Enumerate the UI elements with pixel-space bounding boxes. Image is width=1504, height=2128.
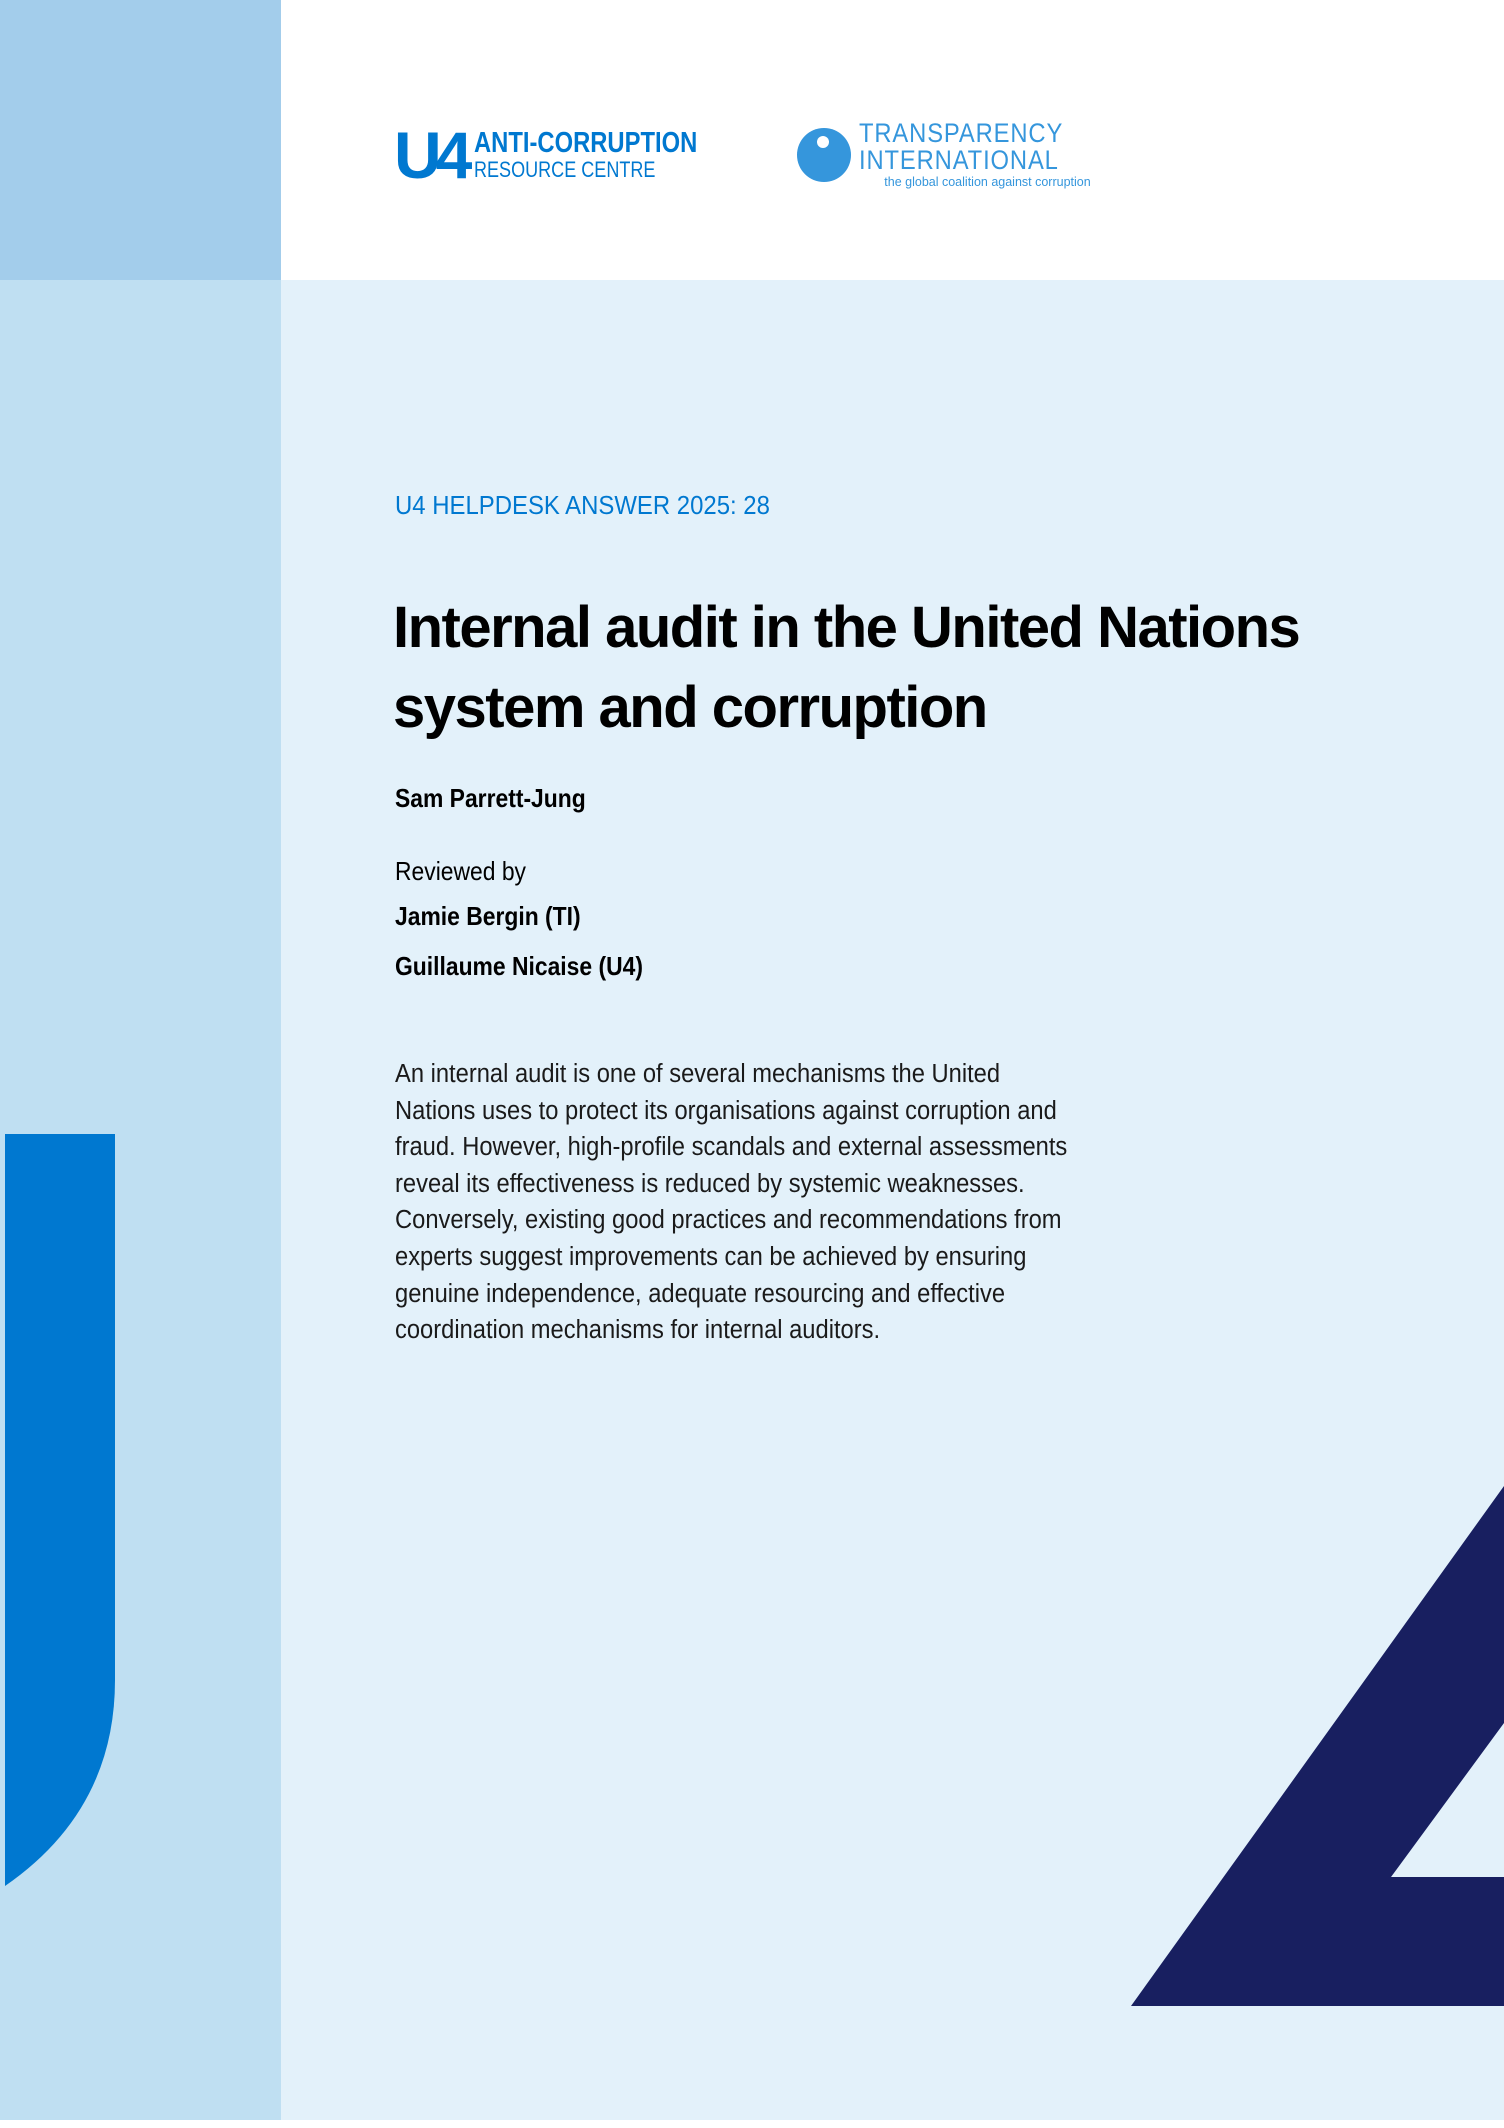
u4-logo-line1: ANTI-CORRUPTION xyxy=(474,126,698,159)
abstract-line: fraud. However, high-profile scandals and external assessments xyxy=(395,1133,1068,1162)
series-label: U4 HELPDESK ANSWER 2025: 28 xyxy=(395,490,770,520)
ti-globe-icon xyxy=(797,128,851,182)
u4-mark: U4 xyxy=(394,118,467,193)
ti-tagline: the global coalition against corruption xyxy=(884,175,1091,189)
u4-logo-line2: RESOURCE CENTRE xyxy=(474,156,656,182)
four-shape-graphic xyxy=(1131,1486,1504,2006)
abstract-line: Nations uses to protect its organisations against corruption and xyxy=(395,1096,1057,1125)
reviewed-by-label: Reviewed by xyxy=(395,856,526,886)
reviewer: Guillaume Nicaise (U4) xyxy=(395,951,643,981)
title-line: Internal audit in the United Nations xyxy=(393,595,1300,660)
abstract-line: coordination mechanisms for internal auditors. xyxy=(395,1316,881,1345)
title-line: system and corruption xyxy=(393,675,987,740)
abstract-line: experts suggest improvements can be achieved by ensuring xyxy=(395,1242,1027,1271)
ti-logo xyxy=(797,120,1091,190)
header-logos xyxy=(394,118,1091,193)
ti-logo-line1: TRANSPARENCY xyxy=(858,118,1063,148)
u-shape-graphic xyxy=(5,1134,115,1886)
abstract-line: genuine independence, adequate resourcing and effective xyxy=(395,1279,1006,1308)
author: Sam Parrett-Jung xyxy=(395,783,586,813)
abstract xyxy=(395,1056,1118,1349)
page-title xyxy=(393,588,1299,748)
abstract-line: An internal audit is one of several mechanisms the United xyxy=(395,1060,1001,1088)
reviewer: Jamie Bergin (TI) xyxy=(395,901,581,931)
abstract-line: Conversely, existing good practices and recommendations from xyxy=(395,1206,1062,1235)
ti-logo-line2: INTERNATIONAL xyxy=(858,145,1059,175)
u4-logo xyxy=(394,118,747,193)
abstract-line: reveal its effectiveness is reduced by systemic weaknesses. xyxy=(395,1169,1025,1198)
